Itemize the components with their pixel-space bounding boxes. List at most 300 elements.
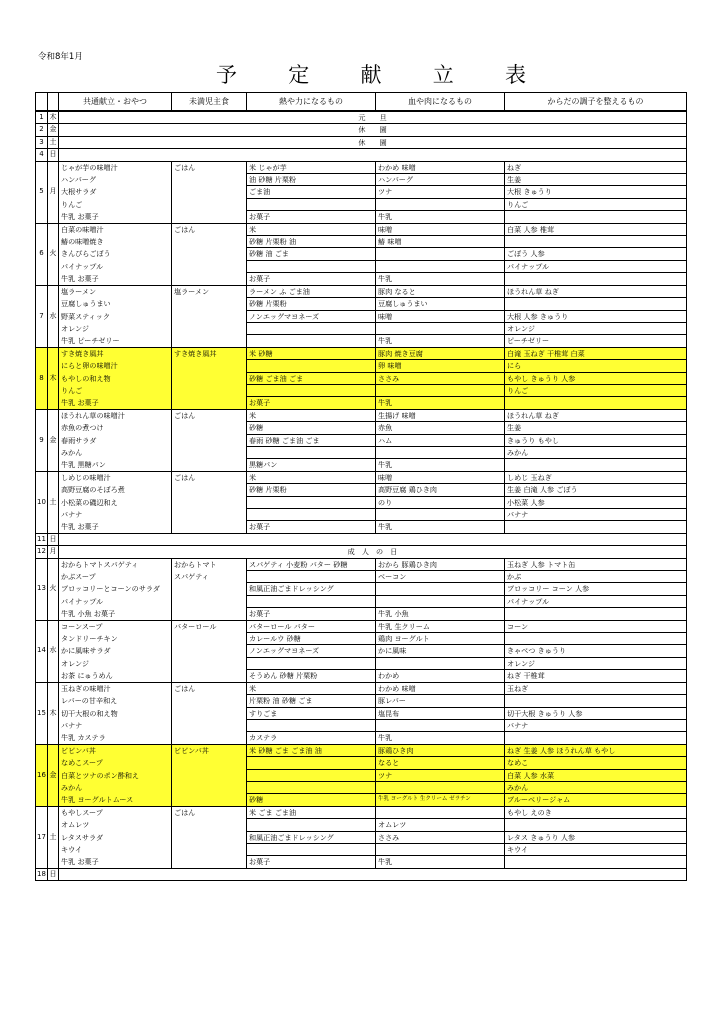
energy-food: [247, 260, 376, 272]
regulating-food: オレンジ: [505, 657, 687, 669]
title-char: 表: [505, 63, 526, 87]
regulating-food: ブロッコリー コーン 人参: [505, 583, 687, 595]
title-char: 予: [216, 63, 237, 87]
body-food: 高野豆腐 鶏ひき肉: [376, 484, 505, 496]
menu-item: にらと卵の味噌汁: [59, 360, 172, 372]
regulating-food: もやし きゅうり 人参: [505, 372, 687, 384]
energy-food: [247, 595, 376, 607]
day-number: 8: [36, 347, 48, 409]
day-row: [36, 149, 687, 161]
regulating-food: みかん: [505, 446, 687, 458]
staple-food: [172, 384, 247, 396]
regulating-food: コーン: [505, 620, 687, 632]
regulating-food: [505, 211, 687, 223]
body-food: [376, 806, 505, 818]
menu-line: [36, 174, 687, 186]
col-body-building-foods: 血や肉になるもの: [376, 93, 505, 112]
menu-line: [36, 236, 687, 248]
regulating-food: [505, 273, 687, 285]
menu-item: バナナ: [59, 509, 172, 521]
page-title: [216, 62, 526, 88]
col-toddler-staple: 未満児主食: [172, 93, 247, 112]
menu-line: [36, 670, 687, 682]
weekday: 金: [48, 744, 59, 806]
holiday-note: 休 園: [59, 136, 687, 148]
menu-line: [36, 459, 687, 471]
body-food: [376, 657, 505, 669]
staple-food: [172, 670, 247, 682]
weekday: 日: [48, 533, 59, 545]
weekday: 木: [48, 111, 59, 124]
day-row: [36, 546, 687, 558]
menu-line: [36, 843, 687, 855]
menu-item: なめこスープ: [59, 757, 172, 769]
menu-line: [36, 223, 687, 235]
menu-line: [36, 657, 687, 669]
body-food: 牛乳 ヨーグルト 生クリーム ゼラチン: [376, 794, 505, 806]
body-food: ツナ: [376, 769, 505, 781]
menu-line: [36, 372, 687, 384]
regulating-food: ブルーベリージャム: [505, 794, 687, 806]
menu-line: [36, 211, 687, 223]
holiday-note: 休 園: [59, 124, 687, 136]
energy-food: 米: [247, 682, 376, 694]
regulating-food: りんご: [505, 384, 687, 396]
energy-food: [247, 719, 376, 731]
staple-food: ごはん: [172, 682, 247, 694]
weekday: 日: [48, 149, 59, 161]
menu-item: 玉ねぎの味噌汁: [59, 682, 172, 694]
weekday: 火: [48, 223, 59, 285]
day-row: [36, 868, 687, 880]
staple-food: [172, 260, 247, 272]
body-food: 牛乳: [376, 273, 505, 285]
menu-item: かに風味サラダ: [59, 645, 172, 657]
day-number: 17: [36, 806, 48, 868]
weekday: 月: [48, 161, 59, 223]
regulating-food: なめこ: [505, 757, 687, 769]
menu-table: [35, 92, 687, 881]
menu-item: ほうれん草の味噌汁: [59, 409, 172, 421]
staple-food: 塩ラーメン: [172, 285, 247, 297]
menu-item: 牛乳 小魚 お菓子: [59, 608, 172, 620]
col-day: [36, 93, 48, 112]
staple-food: [172, 633, 247, 645]
regulating-food: オレンジ: [505, 322, 687, 334]
body-food: [376, 781, 505, 793]
staple-food: [172, 248, 247, 260]
staple-food: [172, 856, 247, 868]
staple-food: ごはん: [172, 161, 247, 173]
era-month: 令和8年1月: [38, 52, 83, 62]
menu-item: すき焼き風丼: [59, 347, 172, 359]
menu-item: 牛乳 黒糖パン: [59, 459, 172, 471]
day-number: 16: [36, 744, 48, 806]
menu-item: 牛乳 お菓子: [59, 273, 172, 285]
regulating-food: [505, 819, 687, 831]
menu-item: みかん: [59, 446, 172, 458]
menu-item: 高野豆腐のそぼろ煮: [59, 484, 172, 496]
staple-food: ごはん: [172, 409, 247, 421]
day-number: 3: [36, 136, 48, 148]
energy-food: [247, 757, 376, 769]
menu-line: [36, 620, 687, 632]
energy-food: 和風正油ごまドレッシング: [247, 583, 376, 595]
weekday: 木: [48, 682, 59, 744]
body-food: [376, 583, 505, 595]
menu-item: 春雨サラダ: [59, 434, 172, 446]
body-food: [376, 322, 505, 334]
staple-food: [172, 434, 247, 446]
menu-item: 白菜の味噌汁: [59, 223, 172, 235]
staple-food: [172, 174, 247, 186]
menu-item: 牛乳 お菓子: [59, 856, 172, 868]
staple-food: [172, 695, 247, 707]
menu-line: [36, 707, 687, 719]
weekday: 月: [48, 546, 59, 558]
body-food: オムレツ: [376, 819, 505, 831]
weekday: 水: [48, 620, 59, 682]
energy-food: 砂糖 油 ごま: [247, 248, 376, 260]
energy-food: 米 砂糖 ごま ごま油 油: [247, 744, 376, 756]
menu-item: 白菜とツナのポン酢和え: [59, 769, 172, 781]
staple-food: [172, 335, 247, 347]
regulating-food: 玉ねぎ 人参 トマト缶: [505, 558, 687, 570]
energy-food: [247, 198, 376, 210]
regulating-food: ねぎ 干椎茸: [505, 670, 687, 682]
regulating-food: バナナ: [505, 509, 687, 521]
body-food: [376, 843, 505, 855]
regulating-food: 白菜 人参 水菜: [505, 769, 687, 781]
menu-item: 豆腐しゅうまい: [59, 298, 172, 310]
weekday: 火: [48, 558, 59, 620]
menu-line: [36, 682, 687, 694]
energy-food: 砂糖 片栗粉 油: [247, 236, 376, 248]
energy-food: [247, 384, 376, 396]
regulating-food: ほうれん草 ねぎ: [505, 409, 687, 421]
regulating-food: [505, 236, 687, 248]
staple-food: [172, 211, 247, 223]
menu-line: [36, 558, 687, 570]
menu-line: [36, 434, 687, 446]
body-food: 味噌: [376, 223, 505, 235]
body-food: 鶏肉 ヨーグルト: [376, 633, 505, 645]
holiday-note: 元 旦: [59, 111, 687, 124]
menu-line: [36, 298, 687, 310]
day-row: [36, 124, 687, 136]
menu-item: レバーの甘辛和え: [59, 695, 172, 707]
staple-food: [172, 781, 247, 793]
weekday: 土: [48, 806, 59, 868]
body-food: ささみ: [376, 831, 505, 843]
menu-line: [36, 744, 687, 756]
body-food: ハンバーグ: [376, 174, 505, 186]
menu-item: 牛乳 お菓子: [59, 521, 172, 533]
body-food: 卵 味噌: [376, 360, 505, 372]
weekday: 金: [48, 409, 59, 471]
weekday: 日: [48, 868, 59, 880]
body-food: 豆腐しゅうまい: [376, 298, 505, 310]
day-number: 6: [36, 223, 48, 285]
regulating-food: パイナップル: [505, 260, 687, 272]
body-food: 赤魚: [376, 422, 505, 434]
regulating-food: ねぎ: [505, 161, 687, 173]
energy-food: ノンエッグマヨネーズ: [247, 645, 376, 657]
day-row: [36, 111, 687, 124]
menu-item: ビビンバ丼: [59, 744, 172, 756]
regulating-food: レタス きゅうり 人参: [505, 831, 687, 843]
body-food: のり: [376, 496, 505, 508]
body-food: わかめ 味噌: [376, 682, 505, 694]
energy-food: 春雨 砂糖 ごま油 ごま: [247, 434, 376, 446]
body-food: 鰆 味噌: [376, 236, 505, 248]
body-food: [376, 446, 505, 458]
weekday: 土: [48, 471, 59, 533]
regulating-food: にら: [505, 360, 687, 372]
empty-day: [59, 533, 687, 545]
day-number: 10: [36, 471, 48, 533]
day-number: 15: [36, 682, 48, 744]
regulating-food: [505, 459, 687, 471]
body-food: 牛乳: [376, 856, 505, 868]
energy-food: スパゲティ 小麦粉 バター 砂糖: [247, 558, 376, 570]
day-number: 12: [36, 546, 48, 558]
staple-food: [172, 707, 247, 719]
energy-food: 米: [247, 409, 376, 421]
body-food: 牛乳 生クリーム: [376, 620, 505, 632]
staple-food: [172, 732, 247, 744]
body-food: [376, 384, 505, 396]
body-food: ツナ: [376, 186, 505, 198]
menu-item: タンドリーチキン: [59, 633, 172, 645]
regulating-food: 玉ねぎ: [505, 682, 687, 694]
menu-item: じゃが芋の味噌汁: [59, 161, 172, 173]
staple-food: [172, 310, 247, 322]
energy-food: [247, 571, 376, 583]
menu-item: 赤魚の煮つけ: [59, 422, 172, 434]
menu-line: [36, 571, 687, 583]
menu-line: [36, 248, 687, 260]
body-food: 牛乳: [376, 732, 505, 744]
day-number: 5: [36, 161, 48, 223]
staple-food: [172, 273, 247, 285]
menu-item: 鰆の味噌焼き: [59, 236, 172, 248]
day-number: 13: [36, 558, 48, 620]
day-number: 2: [36, 124, 48, 136]
body-food: [376, 509, 505, 521]
body-food: 牛乳: [376, 211, 505, 223]
body-food: 豚肉 焼き豆腐: [376, 347, 505, 359]
staple-food: すき焼き風丼: [172, 347, 247, 359]
weekday: 土: [48, 136, 59, 148]
day-number: 11: [36, 533, 48, 545]
menu-line: [36, 595, 687, 607]
staple-food: [172, 360, 247, 372]
menu-line: [36, 794, 687, 806]
staple-food: [172, 769, 247, 781]
energy-food: 砂糖 ごま油 ごま: [247, 372, 376, 384]
energy-food: 米: [247, 471, 376, 483]
header-row: [36, 93, 687, 112]
menu-item: りんご: [59, 384, 172, 396]
body-food: 生揚げ 味噌: [376, 409, 505, 421]
energy-food: [247, 360, 376, 372]
regulating-food: [505, 397, 687, 409]
day-number: 14: [36, 620, 48, 682]
menu-item: ハンバーグ: [59, 174, 172, 186]
menu-item: しめじの味噌汁: [59, 471, 172, 483]
menu-line: [36, 347, 687, 359]
menu-line: [36, 769, 687, 781]
staple-food: [172, 608, 247, 620]
regulating-food: 生姜: [505, 174, 687, 186]
body-food: 味噌: [376, 471, 505, 483]
body-food: かに風味: [376, 645, 505, 657]
energy-food: そうめん 砂糖 片栗粉: [247, 670, 376, 682]
body-food: 牛乳: [376, 397, 505, 409]
menu-item: きんぴらごぼう: [59, 248, 172, 260]
weekday: 金: [48, 124, 59, 136]
regulating-food: [505, 298, 687, 310]
regulating-food: りんご: [505, 198, 687, 210]
menu-line: [36, 260, 687, 272]
menu-line: [36, 384, 687, 396]
staple-food: [172, 496, 247, 508]
energy-food: お菓子: [247, 397, 376, 409]
menu-item: 牛乳 お菓子: [59, 211, 172, 223]
staple-food: [172, 595, 247, 607]
menu-line: [36, 322, 687, 334]
body-food: ハム: [376, 434, 505, 446]
body-food: ベーコン: [376, 571, 505, 583]
menu-item: 大根サラダ: [59, 186, 172, 198]
staple-food: [172, 236, 247, 248]
staple-food: [172, 719, 247, 731]
menu-item: お茶 にゅうめん: [59, 670, 172, 682]
staple-food: ごはん: [172, 471, 247, 483]
energy-food: バターロール バター: [247, 620, 376, 632]
energy-food: [247, 769, 376, 781]
body-food: 牛乳: [376, 335, 505, 347]
menu-item: キウイ: [59, 843, 172, 855]
regulating-food: きゃべつ きゅうり: [505, 645, 687, 657]
day-number: 7: [36, 285, 48, 347]
body-food: ささみ: [376, 372, 505, 384]
body-food: [376, 260, 505, 272]
weekday: 木: [48, 347, 59, 409]
body-food: 豚肉 なると: [376, 285, 505, 297]
energy-food: [247, 496, 376, 508]
energy-food: 砂糖: [247, 422, 376, 434]
energy-food: 米: [247, 223, 376, 235]
staple-food: [172, 657, 247, 669]
body-food: 牛乳: [376, 459, 505, 471]
body-food: [376, 198, 505, 210]
menu-line: [36, 583, 687, 595]
body-food: 味噌: [376, 310, 505, 322]
staple-food: [172, 831, 247, 843]
energy-food: [247, 819, 376, 831]
staple-food: [172, 843, 247, 855]
holiday-note: 成 人 の 日: [59, 546, 687, 558]
regulating-food: 小松菜 人参: [505, 496, 687, 508]
menu-line: [36, 645, 687, 657]
energy-food: [247, 446, 376, 458]
menu-line: [36, 496, 687, 508]
menu-line: [36, 608, 687, 620]
regulating-food: 白菜 人参 椎茸: [505, 223, 687, 235]
menu-line: [36, 397, 687, 409]
menu-item: 牛乳 カステラ: [59, 732, 172, 744]
regulating-food: キウイ: [505, 843, 687, 855]
menu-line: [36, 509, 687, 521]
body-food: なると: [376, 757, 505, 769]
staple-food: [172, 484, 247, 496]
body-food: [376, 248, 505, 260]
energy-food: [247, 322, 376, 334]
body-food: おから 豚鶏ひき肉: [376, 558, 505, 570]
menu-item: 切干大根の和え物: [59, 707, 172, 719]
col-regulating-foods: からだの調子を整えるもの: [505, 93, 687, 112]
energy-food: [247, 843, 376, 855]
energy-food: ノンエッグマヨネーズ: [247, 310, 376, 322]
energy-food: [247, 781, 376, 793]
menu-item: 小松菜の磯辺和え: [59, 496, 172, 508]
energy-food: [247, 509, 376, 521]
regulating-food: 大根 きゅうり: [505, 186, 687, 198]
menu-line: [36, 719, 687, 731]
body-food: わかめ 味噌: [376, 161, 505, 173]
staple-food: ごはん: [172, 806, 247, 818]
staple-food: [172, 397, 247, 409]
menu-line: [36, 273, 687, 285]
menu-line: [36, 695, 687, 707]
energy-food: お菓子: [247, 521, 376, 533]
menu-item: レタスサラダ: [59, 831, 172, 843]
day-number: 1: [36, 111, 48, 124]
col-common-menu: 共通献立・おやつ: [59, 93, 172, 112]
staple-food: バターロール: [172, 620, 247, 632]
regulating-food: 切干大根 きゅうり 人参: [505, 707, 687, 719]
regulating-food: [505, 856, 687, 868]
regulating-food: ごぼう 人参: [505, 248, 687, 260]
regulating-food: かぶ: [505, 571, 687, 583]
regulating-food: [505, 521, 687, 533]
body-food: 豚レバー: [376, 695, 505, 707]
energy-food: 油 砂糖 片栗粉: [247, 174, 376, 186]
menu-line: [36, 831, 687, 843]
menu-item: オムレツ: [59, 819, 172, 831]
menu-item: 牛乳 お菓子: [59, 397, 172, 409]
weekday: 水: [48, 285, 59, 347]
menu-line: [36, 633, 687, 645]
title-char: 献: [360, 63, 382, 87]
energy-food: お菓子: [247, 856, 376, 868]
menu-line: [36, 446, 687, 458]
menu-line: [36, 335, 687, 347]
menu-line: [36, 856, 687, 868]
regulating-food: ピーチゼリー: [505, 335, 687, 347]
staple-food: [172, 372, 247, 384]
col-energy-foods: 熱や力になるもの: [247, 93, 376, 112]
staple-food: [172, 509, 247, 521]
menu-line: [36, 360, 687, 372]
regulating-food: ほうれん草 ねぎ: [505, 285, 687, 297]
staple-food: [172, 322, 247, 334]
menu-item: かぶスープ: [59, 571, 172, 583]
menu-item: もやしスープ: [59, 806, 172, 818]
regulating-food: [505, 608, 687, 620]
